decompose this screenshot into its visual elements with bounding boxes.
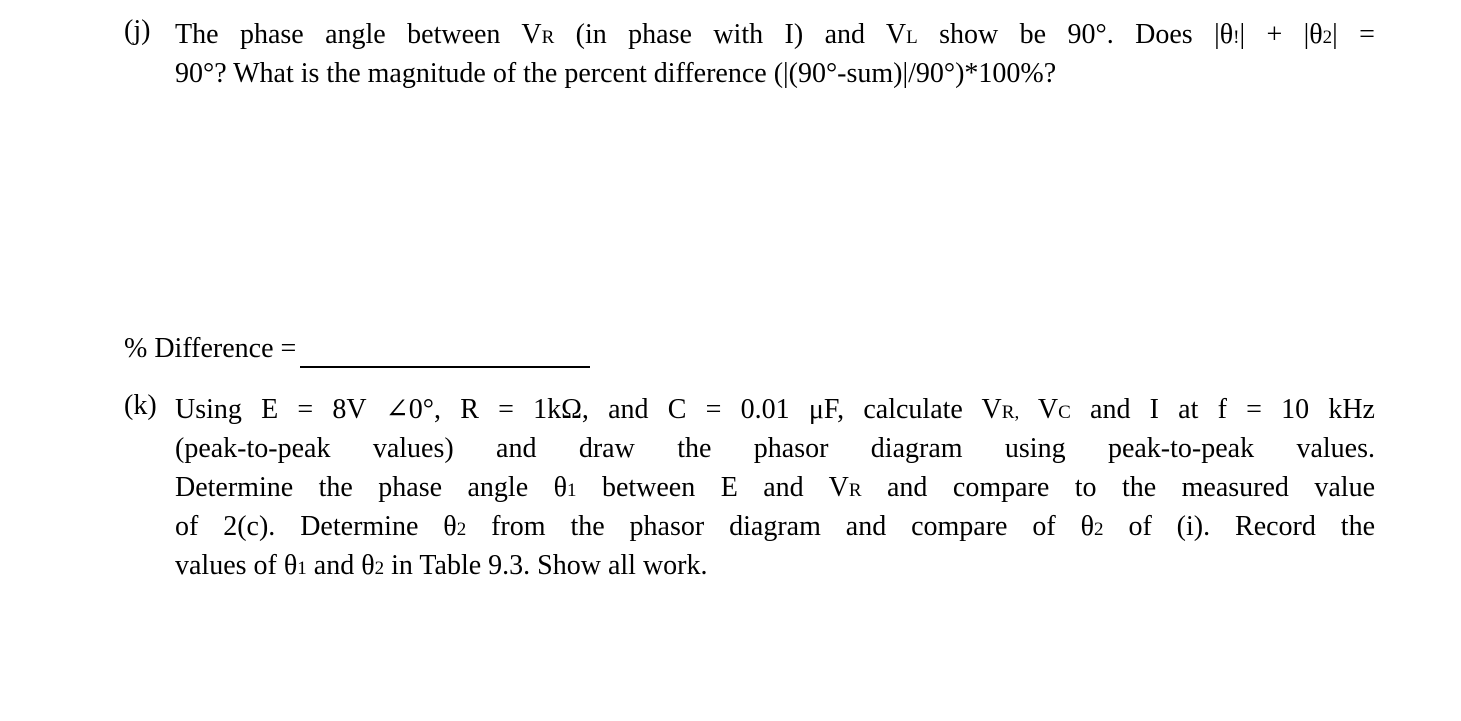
text-run: show be 90°. Does |θ [917, 19, 1234, 50]
text-run: of 2(c). Determine θ [175, 511, 457, 542]
question-k-line-1 [175, 390, 1375, 429]
text-run: between E and V [576, 472, 849, 503]
question-j-label: (j) [124, 15, 151, 46]
text-run: in Table 9.3. Show all work. [384, 550, 708, 581]
subscript: L [906, 27, 918, 48]
text-run: and compare to the measured value [861, 472, 1376, 503]
question-j-line-2: 90°? What is the magnitude of the percent difference (|(90°-sum)|/90°)*100%? [175, 58, 1057, 89]
text-run: Using E = 8V ∠0°, R = 1kΩ, and C = 0.01 μF, calculate V [175, 394, 1002, 425]
percent-difference-label: % Difference = [124, 333, 297, 364]
answer-blank-line[interactable] [300, 336, 590, 368]
text-run: | = [1332, 19, 1375, 50]
question-k-line-4 [175, 507, 1375, 546]
question-j-line-1 [175, 15, 1375, 54]
question-j-text [175, 15, 1375, 93]
percent-difference-answer [124, 329, 590, 368]
subscript: 2 [374, 558, 385, 579]
text-run: (in phase with I) and V [554, 19, 907, 50]
subscript: 2 [1094, 519, 1104, 540]
text-run: | + |θ [1239, 19, 1323, 50]
text-run: values of θ [175, 550, 298, 581]
text-run: and θ [306, 550, 375, 581]
subscript: 2 [1322, 27, 1333, 48]
text-run: V [1019, 394, 1059, 425]
text-run: and I at f = 10 kHz [1070, 394, 1375, 425]
question-k-line-3 [175, 468, 1375, 507]
subscript: R, [1001, 402, 1020, 423]
text-run: The phase angle between V [175, 19, 542, 50]
question-k-text [175, 390, 1375, 585]
question-k-line-5 [175, 546, 1375, 585]
question-k-label: (k) [124, 390, 157, 421]
subscript: ! [1233, 27, 1240, 48]
subscript: R [541, 27, 555, 48]
text-run: from the phasor diagram and compare of θ [466, 511, 1095, 542]
text-run: Determine the phase angle θ [175, 472, 567, 503]
question-k [124, 390, 1375, 585]
text-run: of (i). Record the [1103, 511, 1375, 542]
subscript: 1 [567, 480, 577, 501]
subscript: C [1058, 402, 1071, 423]
question-j [124, 15, 1375, 93]
question-k-line-2: (peak-to-peak values) and draw the phasor diagram using peak-to-peak values. [175, 433, 1375, 464]
subscript: R [848, 480, 862, 501]
subscript: 1 [297, 558, 307, 579]
subscript: 2 [456, 519, 467, 540]
